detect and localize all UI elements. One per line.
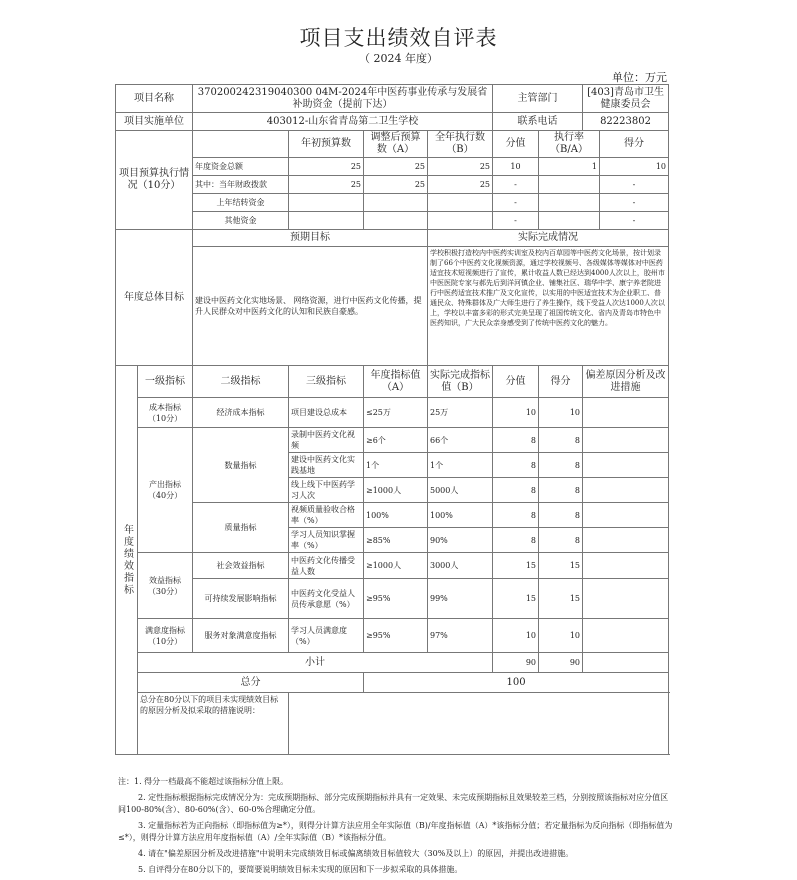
budget-cell: 25 xyxy=(364,176,428,194)
indicator-name: 线上线下中医药学习人次 xyxy=(289,478,364,503)
indicator-score: 8 xyxy=(493,453,539,478)
budget-header: 分值 xyxy=(493,131,539,158)
indicator-score: 8 xyxy=(493,528,539,553)
indicator-name: 视频质量验收合格率（%） xyxy=(289,503,364,528)
indicator-header: 偏差原因分析及改进措施 xyxy=(583,366,669,398)
budget-cell: - xyxy=(493,194,539,212)
phone-value: 82223802 xyxy=(583,113,669,131)
budget-cell: 25 xyxy=(428,176,493,194)
footnote: 2. 定性指标根据指标完成情况分为：完成预期指标、部分完成预期指标并具有一定效果、未完成预期指标且效果较差三档，分别按照该指标对应分值区间100-80%(含）、80-60%(含）、60-0%合理确定分值。 xyxy=(118,793,669,814)
budget-cell: 25 xyxy=(289,158,364,176)
footnotes xyxy=(118,776,673,880)
level2-sustain: 可持续发展影响指标 xyxy=(193,579,289,619)
subtotal-got: 90 xyxy=(539,653,583,673)
actual-goal-text: 学校积极打造校内中医药实训室及校内百草园等中医药文化场景，按计划录制了66个中医药文化视频资源，通过学校视频号、各级媒体等媒体对中医药适宜技术短视频进行了宣传，累计收益人数已经达到4000人次以上，胶州市中医医院专家与郝先后到洋河镇企业、铺集社区、瑞华中学、康宁养老院进行中医药适宜技术推广及文化宣传，以实用的中医适宜技术为企业职工、普通民众、特殊群体及广大师生进行了养生操作，线下受益人次达1000人次以上，学校以丰富多彩的形式完美呈现了祖国传统文化、省内及青岛市特色中医药知识，广大民众亲身感受到了传统中医药文化的魅力。 xyxy=(428,247,669,366)
dept-value: [403]青岛市卫生健康委员会 xyxy=(583,85,669,113)
indicator-deviation xyxy=(583,453,669,478)
indicator-got: 8 xyxy=(539,453,583,478)
level2-econ-cost: 经济成本指标 xyxy=(193,398,289,428)
indicator-deviation xyxy=(583,528,669,553)
footnote: 5. 自评得分在80分以下的，要简要说明绩效目标未实现的原因和下一步拟采取的具体措施。 xyxy=(138,865,463,874)
indicator-got: 8 xyxy=(539,528,583,553)
indicator-got: 10 xyxy=(539,398,583,428)
indicator-name: 项目建设总成本 xyxy=(289,398,364,428)
indicator-target: ≥95% xyxy=(364,579,428,619)
budget-cell: 25 xyxy=(428,158,493,176)
indicator-target: ≤25万 xyxy=(364,398,428,428)
budget-row-label: 其中：当年财政拨款 xyxy=(193,176,289,194)
indicator-target: ≥95% xyxy=(364,619,428,653)
page-title: 项目支出绩效自评表 xyxy=(299,26,498,50)
indicator-header: 得分 xyxy=(539,366,583,398)
indicator-header: 三级指标 xyxy=(289,366,364,398)
budget-row-label: 其他资金 xyxy=(193,212,289,230)
footnote: 注：1. 得分一档最高不能超过该指标分值上限。 xyxy=(118,777,289,786)
budget-header: 调整后预算数（A） xyxy=(364,131,428,158)
indicator-got: 8 xyxy=(539,428,583,453)
indicator-header: 二级指标 xyxy=(193,366,289,398)
budget-cell: 25 xyxy=(289,176,364,194)
budget-cell xyxy=(428,194,493,212)
indicator-actual: 25万 xyxy=(428,398,493,428)
dept-label: 主管部门 xyxy=(493,85,583,113)
budget-cell xyxy=(289,212,364,230)
indicator-deviation xyxy=(583,579,669,619)
level2-quantity: 数量指标 xyxy=(193,428,289,503)
indicator-actual: 5000人 xyxy=(428,478,493,503)
impl-value: 403012-山东省青岛第二卫生学校 xyxy=(193,113,493,131)
budget-section-label: 项目预算执行情况（10分） xyxy=(116,131,193,230)
indicator-target: ≥6个 xyxy=(364,428,428,453)
budget-cell: - xyxy=(600,176,669,194)
indicator-name: 中医药文化受益人员传承意愿（%） xyxy=(289,579,364,619)
indicator-target: ≥1000人 xyxy=(364,478,428,503)
indicator-score: 10 xyxy=(493,398,539,428)
indicator-header: 分值 xyxy=(493,366,539,398)
level1-benefit: 效益指标（30分） xyxy=(138,553,193,619)
budget-cell: - xyxy=(600,194,669,212)
indicator-actual: 3000人 xyxy=(428,553,493,579)
indicator-section-label: 年度绩效指标 xyxy=(116,366,138,755)
indicator-deviation xyxy=(583,553,669,579)
indicator-score: 10 xyxy=(493,619,539,653)
budget-cell: - xyxy=(600,212,669,230)
indicator-got: 10 xyxy=(539,619,583,653)
indicator-deviation xyxy=(583,478,669,503)
level1-satisfaction: 满意度指标（10分） xyxy=(138,619,193,653)
indicator-score: 8 xyxy=(493,478,539,503)
budget-cell xyxy=(539,176,600,194)
total-label: 总分 xyxy=(138,673,364,693)
budget-header: 得分 xyxy=(600,131,669,158)
indicator-deviation xyxy=(583,398,669,428)
indicator-name: 学习人员知识掌握率（%） xyxy=(289,528,364,553)
footnote: 4. 请在"偏差原因分析及改进措施"中说明未完成绩效目标或偏离绩效目标值较大（30%及以上）的原因，并提出改进措施。 xyxy=(138,849,574,858)
explain-value xyxy=(289,693,669,755)
budget-cell xyxy=(428,212,493,230)
impl-label: 项目实施单位 xyxy=(116,113,193,131)
budget-row-label: 上年结转资金 xyxy=(193,194,289,212)
indicator-actual: 66个 xyxy=(428,428,493,453)
explain-label: 总分在80分以下的项目未实现绩效目标的原因分析及拟采取的措施说明： xyxy=(138,693,289,755)
budget-cell: 10 xyxy=(600,158,669,176)
level1-output: 产出指标（40分） xyxy=(138,428,193,553)
budget-cell: 10 xyxy=(493,158,539,176)
indicator-score: 15 xyxy=(493,553,539,579)
goal-section-label: 年度总体目标 xyxy=(116,230,193,366)
indicator-header: 年度指标值（A） xyxy=(364,366,428,398)
phone-label: 联系电话 xyxy=(493,113,583,131)
budget-cell xyxy=(289,194,364,212)
unit-label: 单位：万元 xyxy=(612,71,667,84)
indicator-deviation xyxy=(583,619,669,653)
budget-cell xyxy=(539,212,600,230)
planned-goal-text: 建设中医药文化实地场景、 网络资源，进行中医药文化传播，提升人民群众对中医药文化的认知和民族自豪感。 xyxy=(193,247,428,366)
budget-cell: - xyxy=(493,212,539,230)
indicator-name: 中医药文化传播受益人数 xyxy=(289,553,364,579)
indicator-target: ≥85% xyxy=(364,528,428,553)
indicator-deviation xyxy=(583,503,669,528)
budget-cell xyxy=(539,194,600,212)
actual-goal-header: 实际完成情况 xyxy=(428,230,669,247)
budget-header: 执行率（B/A） xyxy=(539,131,600,158)
level2-quality: 质量指标 xyxy=(193,503,289,553)
report-year: （ 2024 年度） xyxy=(359,52,438,65)
indicator-deviation xyxy=(583,428,669,453)
indicator-name: 学习人员满意度（%） xyxy=(289,619,364,653)
budget-cell: - xyxy=(493,176,539,194)
indicator-got: 8 xyxy=(539,503,583,528)
indicator-score: 15 xyxy=(493,579,539,619)
total-value: 100 xyxy=(364,673,669,693)
budget-cell xyxy=(364,212,428,230)
budget-cell: 1 xyxy=(539,158,600,176)
subtotal-label: 小计 xyxy=(138,653,493,673)
self-evaluation-table xyxy=(115,84,669,755)
budget-row-label: 年度资金总额 xyxy=(193,158,289,176)
indicator-got: 8 xyxy=(539,478,583,503)
indicator-actual: 1个 xyxy=(428,453,493,478)
budget-header: 年初预算数 xyxy=(289,131,364,158)
indicator-actual: 90% xyxy=(428,528,493,553)
level2-service: 服务对象满意度指标 xyxy=(193,619,289,653)
indicator-got: 15 xyxy=(539,553,583,579)
indicator-actual: 99% xyxy=(428,579,493,619)
project-name: 370200242319040300 04M-2024年中医药事业传承与发展省补助资金（提前下达） xyxy=(193,85,493,113)
indicator-target: 1个 xyxy=(364,453,428,478)
indicator-header: 一级指标 xyxy=(138,366,193,398)
level1-cost: 成本指标（10分） xyxy=(138,398,193,428)
indicator-name: 录制中医药文化视频 xyxy=(289,428,364,453)
indicator-name: 建设中医药文化实践基地 xyxy=(289,453,364,478)
budget-header: 全年执行数（B） xyxy=(428,131,493,158)
budget-cell: 25 xyxy=(364,158,428,176)
subtotal-score: 90 xyxy=(493,653,539,673)
level2-social: 社会效益指标 xyxy=(193,553,289,579)
indicator-target: ≥1000人 xyxy=(364,553,428,579)
indicator-score: 8 xyxy=(493,503,539,528)
budget-cell xyxy=(364,194,428,212)
indicator-actual: 97% xyxy=(428,619,493,653)
indicator-actual: 100% xyxy=(428,503,493,528)
indicator-target: 100% xyxy=(364,503,428,528)
footnote: 3. 定量指标若为正向指标（即指标值为≥*），则得分计算方法应用全年实际值（B)/年度指标值（A）*该指标分值；若定量指标为反向指标（即指标值为≤*），则得分计算方法应用年度指标值（A）/全年实际值（B）*该指标分值。 xyxy=(118,821,673,842)
indicator-got: 15 xyxy=(539,579,583,619)
indicator-header: 实际完成指标值（B） xyxy=(428,366,493,398)
planned-goal-header: 预期目标 xyxy=(193,230,428,247)
indicator-score: 8 xyxy=(493,428,539,453)
project-name-label: 项目名称 xyxy=(116,85,193,113)
